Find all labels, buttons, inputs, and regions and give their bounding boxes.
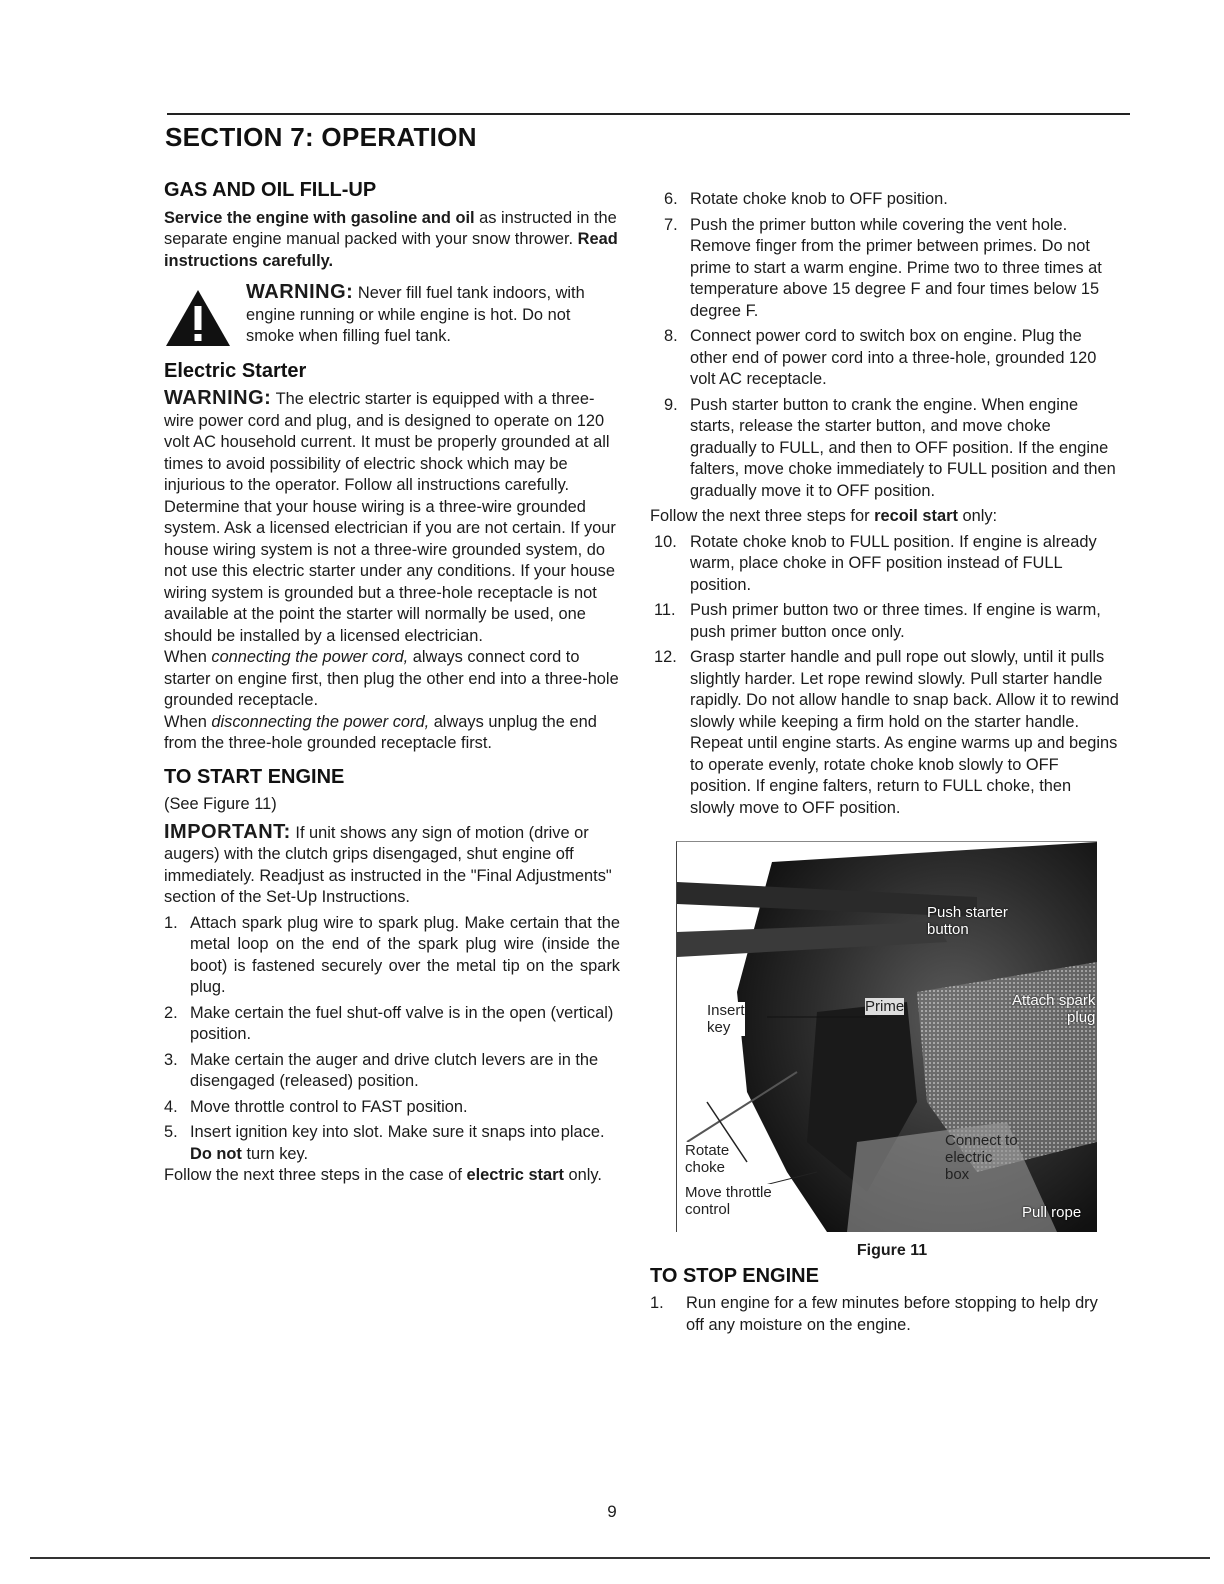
label-insert-key — [707, 1002, 745, 1036]
list-item — [664, 189, 1120, 211]
start-steps-list — [164, 913, 620, 1119]
fuel-warning-label: WARNING: — [246, 281, 354, 303]
step-number: 9. — [664, 395, 678, 414]
list-item — [664, 215, 1120, 323]
section-title: SECTION 7: OPERATION — [165, 122, 477, 152]
step-number: 1. — [164, 913, 178, 932]
fuel-warning — [164, 282, 620, 355]
stop-engine-heading: TO STOP ENGINE — [650, 1264, 819, 1287]
list-item — [664, 395, 1120, 503]
connect-post: always connect cord to starter on engine first, then plug the other end into a three-hole grounded receptacle. — [164, 648, 619, 709]
fuel-warning-body: Never fill fuel tank indoors, with engine running or while engine is hot. Do not smoke when filling fuel tank. — [246, 284, 585, 345]
label-line: Move throttle — [685, 1184, 772, 1201]
connect-italic: connecting the power cord, — [211, 648, 409, 666]
top-rule — [167, 113, 1130, 115]
step-number: 5. — [164, 1123, 178, 1141]
electric-follow-pre: Follow the next three steps in the case of — [164, 1166, 467, 1184]
disconnect-pre: When — [164, 712, 212, 731]
step-text: Rotate choke knob to OFF position. — [690, 190, 948, 208]
label-rotate-choke — [685, 1142, 729, 1176]
engine-photo — [677, 842, 1097, 1232]
label-attach-spark — [1012, 992, 1095, 1026]
disconnect-post: always unplug the end from the three-hole grounded receptacle first. — [164, 712, 597, 752]
step5-pre: Insert ignition key into slot. Make sure it snaps into place. — [190, 1123, 605, 1141]
label-line: choke — [685, 1159, 726, 1176]
step5-bold: Do not — [190, 1144, 242, 1163]
important-body: If unit shows any sign of motion (drive or augers) with the clutch grips disengaged, shut engine off immediately. Readjust as instructed in the "Final Adjustments" section of the Set-Up Instructions. — [164, 823, 612, 906]
label-line: Attach spark — [1012, 992, 1096, 1009]
list-item — [654, 647, 1120, 819]
step-text: Connect power cord to switch box on engine. Plug the other end of power cord into a three-hole, grounded 120 volt AC receptacle. — [690, 327, 1097, 388]
list-item — [164, 1097, 620, 1119]
start-engine-heading: TO START ENGINE — [164, 765, 345, 788]
gas-oil-intro — [164, 208, 620, 273]
electric-starter-warning — [164, 388, 620, 647]
fuel-warning-text — [246, 282, 620, 355]
electric-start-note — [164, 1165, 620, 1187]
step-number: 8. — [664, 327, 678, 345]
step-number: 1. — [650, 1294, 664, 1312]
step-text: Run engine for a few minutes before stopping to help dry off any moisture on the engine. — [686, 1294, 1098, 1334]
disconnect-italic: disconnecting the power cord, — [211, 712, 430, 731]
step-text: Move throttle control to FAST position. — [190, 1097, 468, 1116]
list-item — [164, 1050, 620, 1093]
label-line: electric — [945, 1149, 993, 1166]
step-number: 12. — [654, 648, 677, 666]
step-number: 10. — [654, 532, 677, 551]
figure-caption: Figure 11 — [856, 1242, 928, 1259]
gas-oil-intro-text: as instructed in the separate engine manual packed with your snow thrower. — [164, 208, 617, 248]
step-text — [190, 1122, 620, 1165]
recoil-follow-pre: Follow the next three steps for — [650, 507, 875, 525]
step-text: Push the primer button while covering the vent hole. Remove finger from the primer between primes. Do not prime to start a warm engine. Prime two to three times at temperature above 15 degree F and four times below 15 degree F. — [690, 215, 1102, 320]
see-figure-note: (See Figure 11) — [164, 795, 277, 813]
electric-steps-list — [664, 189, 1120, 502]
connecting-cord-note — [164, 647, 620, 712]
step-text: Rotate choke knob to FULL position. If engine is already warm, place choke in OFF position instead of FULL position. — [690, 532, 1097, 594]
step-text: Push starter button to crank the engine. When engine starts, release the starter button, and move choke gradually to FULL, and then to OFF position. If the engine falters, move choke immediately to FULL position and then gradually move it to OFF position. — [690, 395, 1116, 500]
right-column — [650, 185, 1120, 1340]
label-line: key — [707, 1019, 731, 1036]
gas-oil-intro-bold: Service the engine with gasoline and oil — [164, 208, 475, 227]
step5-post: turn key. — [241, 1144, 309, 1163]
label-line: box — [945, 1166, 970, 1183]
important-label: IMPORTANT: — [164, 820, 291, 843]
list-item — [164, 1003, 620, 1046]
bottom-rule — [30, 1557, 1210, 1559]
label-line: plug — [1067, 1009, 1096, 1026]
label-push-starter — [927, 904, 1008, 938]
recoil-follow-post: only: — [957, 507, 998, 525]
label-line: Insert — [707, 1002, 745, 1019]
step-text: Grasp starter handle and pull rope out slowly, until it pulls slightly harder. Let rope rewind slowly. Pull starter handle rapidly. Do not allow handle to snap back. Allow it to rewind slowly while keeping a firm hold on the starter handle. Repeat until engine starts. As engine warms up and begins to operate evenly, rotate choke knob slowly to OFF position. If engine falters, return to FULL choke, then slowly move to OFF position. — [690, 648, 1119, 817]
step-number: 11. — [654, 601, 676, 619]
step-number: 6. — [664, 190, 678, 208]
important-note — [164, 822, 620, 909]
page-number: 9 — [607, 1502, 617, 1521]
electric-warning-label: WARNING: — [164, 387, 272, 409]
step-5-list — [164, 1122, 620, 1165]
disconnecting-cord-note — [164, 712, 620, 755]
left-column — [164, 180, 620, 1187]
list-item — [164, 913, 620, 999]
gas-oil-heading: GAS AND OIL FILL-UP — [164, 179, 377, 201]
gas-oil-read-instructions: Read instructions carefully. — [164, 230, 618, 270]
label-line: Connect to — [945, 1132, 1018, 1149]
step-text: Push primer button two or three times. If engine is warm, push primer button once only. — [690, 601, 1101, 641]
label-prime: Prime — [865, 998, 905, 1015]
step-number: 2. — [164, 1003, 178, 1022]
label-line: button — [927, 921, 969, 938]
step-text: Make certain the fuel shut-off valve is in the open (vertical) position. — [190, 1003, 614, 1043]
connect-pre: When — [164, 648, 212, 666]
figure-11-photo — [676, 841, 1097, 1232]
list-item — [650, 1293, 1120, 1336]
stop-steps-list — [650, 1293, 1120, 1336]
warning-triangle-icon — [164, 282, 246, 355]
electric-follow-post: only. — [563, 1166, 602, 1184]
electric-starter-heading: Electric Starter — [164, 359, 307, 382]
list-item — [164, 1122, 620, 1165]
step-number: 4. — [164, 1097, 178, 1116]
recoil-steps-list — [654, 532, 1120, 820]
step-text: Make certain the auger and drive clutch levers are in the disengaged (released) position. — [190, 1050, 599, 1090]
label-connect-to — [945, 1132, 1018, 1183]
label-line: control — [685, 1201, 731, 1218]
label-pull-rope: Pull rope — [1022, 1204, 1082, 1221]
step-number: 7. — [664, 215, 678, 234]
recoil-follow-bold: recoil start — [874, 507, 958, 525]
list-item — [654, 532, 1120, 597]
recoil-start-note — [650, 506, 1120, 528]
list-item — [664, 326, 1120, 391]
list-item — [654, 600, 1120, 643]
label-line: Push starter — [927, 904, 1008, 921]
step-text: Attach spark plug wire to spark plug. Make certain that the metal loop on the end of the spark plug wire (inside the boot) is fastened securely over the metal tip on the spark plug. — [190, 913, 620, 996]
label-line: Rotate — [685, 1142, 730, 1159]
label-move-throttle — [685, 1184, 772, 1218]
step-number: 3. — [164, 1050, 178, 1069]
electric-warning-body: The electric starter is equipped with a three-wire power cord and plug, and is designed to operate on 120 volt AC household current. It must be properly grounded at all times to avoid possibility of electric shock which may be injurious to the operator. Follow all instructions carefully. Determine that your house wiring is a three-wire grounded system. Ask a licensed electrician if you are not certain. If your house wiring system is not a three-wire grounded system, do not use this electric starter under any conditions. If your house wiring system is grounded but a three-hole receptacle is not available at the point the starter will normally be used, one should be installed by a licensed electrician. — [164, 390, 616, 645]
electric-follow-bold: electric start — [466, 1166, 564, 1184]
